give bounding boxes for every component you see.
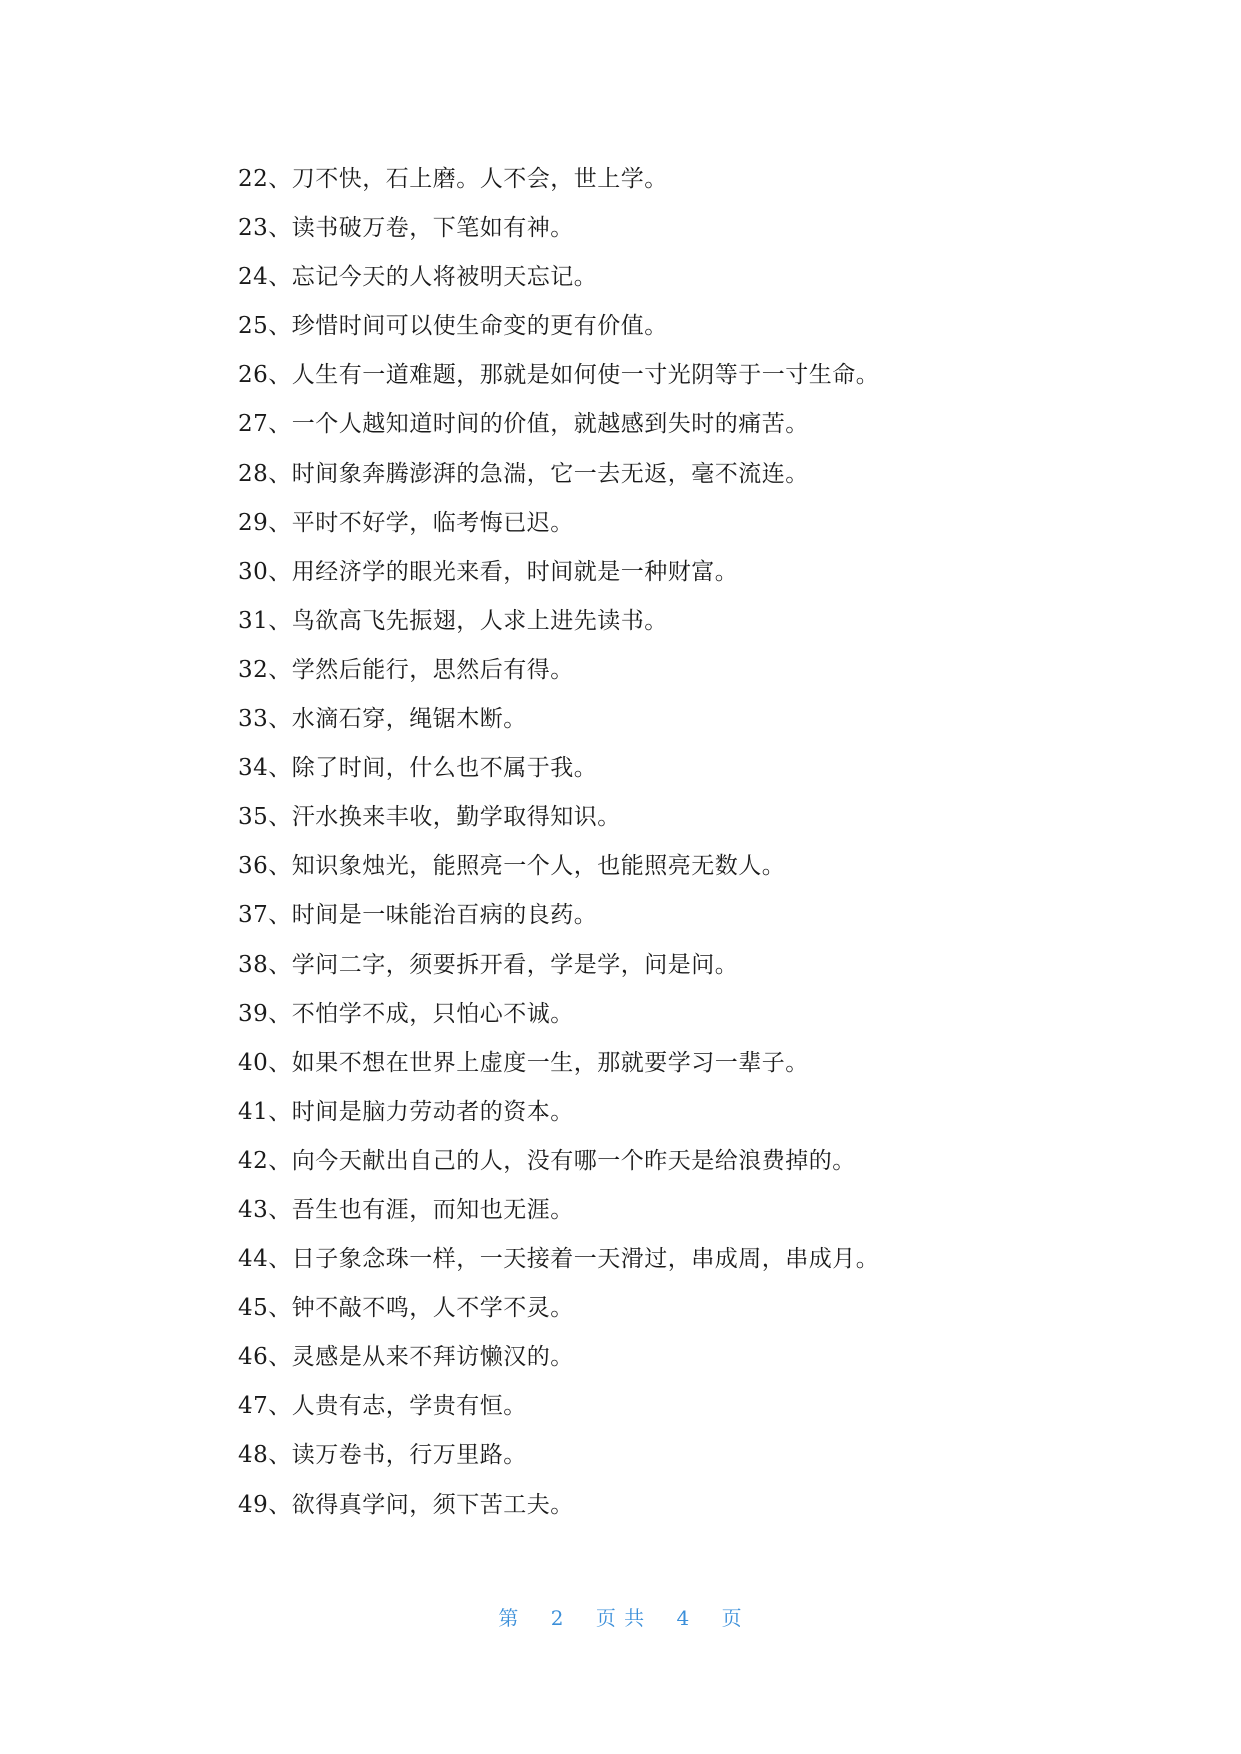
list-item-number: 32、 bbox=[238, 656, 292, 683]
list-item-number: 47、 bbox=[238, 1393, 292, 1420]
list-item bbox=[238, 400, 1138, 449]
list-item bbox=[238, 744, 1138, 793]
list-item-text: 灵感是从来不拜访懒汉的。 bbox=[291, 1344, 574, 1371]
list-item-text: 用经济学的眼光来看，时间就是一种财富。 bbox=[291, 558, 739, 585]
list-item-text: 学然后能行，思然后有得。 bbox=[291, 656, 574, 683]
list-item-text: 汗水换来丰收，勤学取得知识。 bbox=[291, 804, 621, 831]
list-item-text: 不怕学不成，只怕心不诚。 bbox=[291, 1000, 574, 1027]
list-item-number: 23、 bbox=[238, 215, 292, 242]
list-item-number: 39、 bbox=[238, 1000, 292, 1027]
list-item-text: 刀不快，石上磨。人不会，世上学。 bbox=[291, 166, 668, 192]
list-item-number: 31、 bbox=[238, 607, 292, 634]
list-item bbox=[238, 253, 1138, 302]
list-item-text: 忘记今天的人将被明天忘记。 bbox=[291, 264, 598, 291]
list-item bbox=[238, 1137, 1138, 1186]
list-item-number: 28、 bbox=[238, 460, 292, 487]
total-page-count: 4 bbox=[676, 1606, 691, 1630]
list-item-number: 33、 bbox=[238, 706, 292, 733]
list-item-text: 一个人越知道时间的价值，就越感到失时的痛苦。 bbox=[291, 411, 809, 438]
list-item-number: 42、 bbox=[238, 1147, 292, 1174]
page-footer bbox=[0, 1602, 1241, 1631]
list-item-text: 向今天献出自己的人，没有哪一个昨天是给浪费掉的。 bbox=[291, 1147, 856, 1174]
list-item bbox=[238, 597, 1138, 646]
list-item-text: 钟不敲不鸣，人不学不灵。 bbox=[291, 1295, 574, 1322]
list-item bbox=[238, 646, 1138, 695]
list-item-text: 除了时间，什么也不属于我。 bbox=[291, 755, 598, 782]
footer-suffix: 页 bbox=[721, 1606, 743, 1630]
list-item bbox=[238, 499, 1138, 548]
list-item-number: 40、 bbox=[238, 1049, 292, 1076]
list-item bbox=[238, 842, 1138, 891]
list-item bbox=[238, 891, 1138, 940]
list-item-text: 学问二字，须要拆开看，学是学，问是问。 bbox=[291, 951, 739, 978]
current-page-number: 2 bbox=[550, 1606, 565, 1630]
list-item-text: 人生有一道难题，那就是如何使一寸光阴等于一寸生命。 bbox=[291, 362, 880, 389]
list-item-number: 36、 bbox=[238, 853, 292, 880]
list-item bbox=[238, 1039, 1138, 1088]
list-item-text: 人贵有志，学贵有恒。 bbox=[291, 1393, 527, 1420]
list-item-number: 35、 bbox=[238, 804, 292, 831]
list-item bbox=[238, 1431, 1138, 1480]
list-item bbox=[238, 351, 1138, 400]
list-item bbox=[238, 1382, 1138, 1431]
list-item-text: 珍惜时间可以使生命变的更有价值。 bbox=[291, 313, 668, 340]
list-item-text: 日子象念珠一样，一天接着一天滑过，串成周，串成月。 bbox=[291, 1246, 880, 1273]
list-item bbox=[238, 155, 1138, 204]
list-item-text: 鸟欲高飞先振翅，人求上进先读书。 bbox=[291, 607, 668, 634]
list-item bbox=[238, 695, 1138, 744]
list-item-number: 25、 bbox=[238, 313, 292, 340]
list-item-number: 34、 bbox=[238, 755, 292, 782]
list-item-number: 41、 bbox=[238, 1098, 292, 1125]
list-item-number: 49、 bbox=[238, 1491, 292, 1518]
list-item-number: 38、 bbox=[238, 951, 292, 978]
list-item bbox=[238, 450, 1138, 499]
list-item-number: 29、 bbox=[238, 509, 292, 536]
list-item-text: 时间象奔腾澎湃的急湍，它一去无返，毫不流连。 bbox=[291, 460, 809, 487]
list-item-number: 43、 bbox=[238, 1196, 292, 1223]
list-item bbox=[238, 990, 1138, 1039]
list-item-number: 22、 bbox=[238, 166, 292, 192]
list-item-text: 欲得真学问，须下苦工夫。 bbox=[291, 1491, 574, 1518]
list-item bbox=[238, 1481, 1138, 1530]
list-item bbox=[238, 204, 1138, 253]
list-item-number: 24、 bbox=[238, 264, 292, 291]
footer-prefix: 第 bbox=[498, 1606, 520, 1630]
list-item-text: 时间是一味能治百病的良药。 bbox=[291, 902, 598, 929]
quote-list bbox=[238, 155, 1138, 1530]
list-item bbox=[238, 302, 1138, 351]
list-item-text: 如果不想在世界上虚度一生，那就要学习一辈子。 bbox=[291, 1049, 809, 1076]
list-item-text: 时间是脑力劳动者的资本。 bbox=[291, 1098, 574, 1125]
list-item-text: 读万卷书，行万里路。 bbox=[291, 1442, 527, 1469]
list-item-number: 27、 bbox=[238, 411, 292, 438]
list-item-number: 48、 bbox=[238, 1442, 292, 1469]
list-item-text: 知识象烛光，能照亮一个人，也能照亮无数人。 bbox=[291, 853, 786, 880]
list-item bbox=[238, 941, 1138, 990]
list-item-text: 吾生也有涯，而知也无涯。 bbox=[291, 1196, 574, 1223]
list-item-number: 30、 bbox=[238, 558, 292, 585]
list-item bbox=[238, 1284, 1138, 1333]
list-item-number: 37、 bbox=[238, 902, 292, 929]
list-item-text: 读书破万卷，下笔如有神。 bbox=[291, 215, 574, 242]
list-item-number: 44、 bbox=[238, 1246, 292, 1273]
list-item bbox=[238, 1235, 1138, 1284]
list-item bbox=[238, 1186, 1138, 1235]
list-item bbox=[238, 548, 1138, 597]
footer-middle: 页 共 bbox=[595, 1606, 646, 1630]
list-item bbox=[238, 1088, 1138, 1137]
list-item-number: 26、 bbox=[238, 362, 292, 389]
list-item-text: 水滴石穿，绳锯木断。 bbox=[291, 706, 527, 733]
list-item bbox=[238, 793, 1138, 842]
list-item bbox=[238, 1333, 1138, 1382]
list-item-text: 平时不好学，临考悔已迟。 bbox=[291, 509, 574, 536]
list-item-number: 46、 bbox=[238, 1344, 292, 1371]
list-item-number: 45、 bbox=[238, 1295, 292, 1322]
